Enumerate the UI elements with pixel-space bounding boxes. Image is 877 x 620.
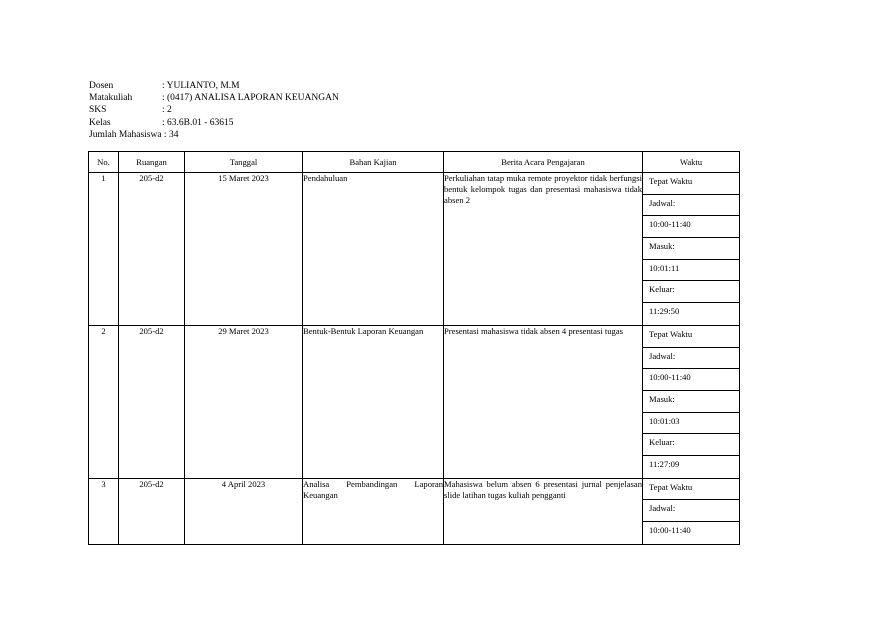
jumlah-mahasiswa: Jumlah Mahasiswa : 34: [89, 129, 179, 140]
cell-tanggal: 4 April 2023: [185, 478, 303, 544]
kelas-value: : 63.6B.01 - 63615: [162, 117, 234, 128]
col-header-tanggal: Tanggal: [185, 152, 303, 173]
document-header: [89, 80, 339, 141]
col-header-ruangan: Ruangan: [119, 152, 185, 173]
col-header-no: No.: [89, 152, 119, 173]
waktu-status: Tepat Waktu: [643, 326, 739, 348]
col-header-berita-acara: Berita Acara Pengajaran: [444, 152, 643, 173]
cell-bahan-kajian: Analisa Pembandingan Laporan Keuangan: [303, 478, 444, 544]
kelas-row: [89, 117, 339, 129]
cell-bahan-kajian: Bentuk-Bentuk Laporan Keuangan: [303, 325, 444, 478]
col-header-bahan-kajian: Bahan Kajian: [303, 152, 444, 173]
cell-tanggal: 15 Maret 2023: [185, 173, 303, 326]
dosen-label: Dosen: [89, 81, 114, 91]
cell-no: 1: [89, 173, 119, 326]
sks-row: [89, 104, 339, 116]
table-row: [89, 478, 740, 544]
cell-ruangan: 205-d2: [119, 325, 185, 478]
waktu-jadwal-value: 10:00-11:40: [643, 216, 739, 238]
cell-berita-acara: Perkuliahan tatap muka remote proyektor tidak berfungsi bentuk kelompok tugas dan presentasi mahasiswa tidak absen 2: [444, 173, 643, 326]
cell-no: 2: [89, 325, 119, 478]
table-header-row: [89, 152, 740, 173]
dosen-value: : YULIANTO, M.M: [162, 81, 240, 91]
kelas-label: Kelas: [89, 117, 111, 128]
cell-tanggal: 29 Maret 2023: [185, 325, 303, 478]
jurnal-table: [88, 151, 740, 545]
table-row: [89, 325, 740, 478]
sks-value: : 2: [162, 105, 172, 116]
waktu-keluar-value: 11:29:50: [649, 306, 680, 317]
cell-ruangan: 205-d2: [119, 478, 185, 544]
cell-berita-acara: Presentasi mahasiswa tidak absen 4 presentasi tugas: [444, 325, 643, 478]
waktu-keluar-label: Keluar:: [643, 281, 739, 303]
cell-no: 3: [89, 478, 119, 544]
matakuliah-label: Matakuliah: [89, 93, 133, 104]
waktu-masuk-label: Masuk:: [643, 238, 739, 260]
cell-bahan-kajian: Pendahuluan: [303, 173, 444, 326]
waktu-jadwal-label: Jadwal:: [643, 500, 739, 522]
waktu-jadwal-label: Jadwal:: [643, 348, 739, 370]
waktu-jadwal-value: 10:00-11:40: [649, 525, 691, 535]
cell-waktu: [643, 478, 740, 544]
jumlah-row: [89, 129, 339, 141]
waktu-keluar-value: 11:27:09: [649, 458, 680, 469]
cell-waktu: [643, 325, 740, 478]
cell-ruangan: 205-d2: [119, 173, 185, 326]
waktu-status: Tepat Waktu: [643, 173, 739, 195]
waktu-keluar-label: Keluar:: [643, 434, 739, 456]
waktu-masuk-value: 10:01:11: [643, 260, 739, 282]
waktu-masuk-label: Masuk:: [643, 391, 739, 413]
matakuliah-row: [89, 92, 339, 104]
sks-label: SKS: [89, 105, 107, 116]
cell-berita-acara: Mahasiswa belum absen 6 presentasi jurnal penjelasan slide latihan tugas kuliah pengganti: [444, 478, 643, 544]
table-row: [89, 173, 740, 326]
waktu-status: Tepat Waktu: [643, 479, 739, 501]
waktu-jadwal-value: 10:00-11:40: [643, 369, 739, 391]
col-header-waktu: Waktu: [643, 152, 740, 173]
cell-waktu: [643, 173, 740, 326]
matakuliah-value: : (0417) ANALISA LAPORAN KEUANGAN: [162, 93, 339, 104]
waktu-masuk-value: 10:01:03: [643, 413, 739, 435]
waktu-jadwal-label: Jadwal:: [643, 195, 739, 217]
dosen-row: [89, 80, 339, 92]
